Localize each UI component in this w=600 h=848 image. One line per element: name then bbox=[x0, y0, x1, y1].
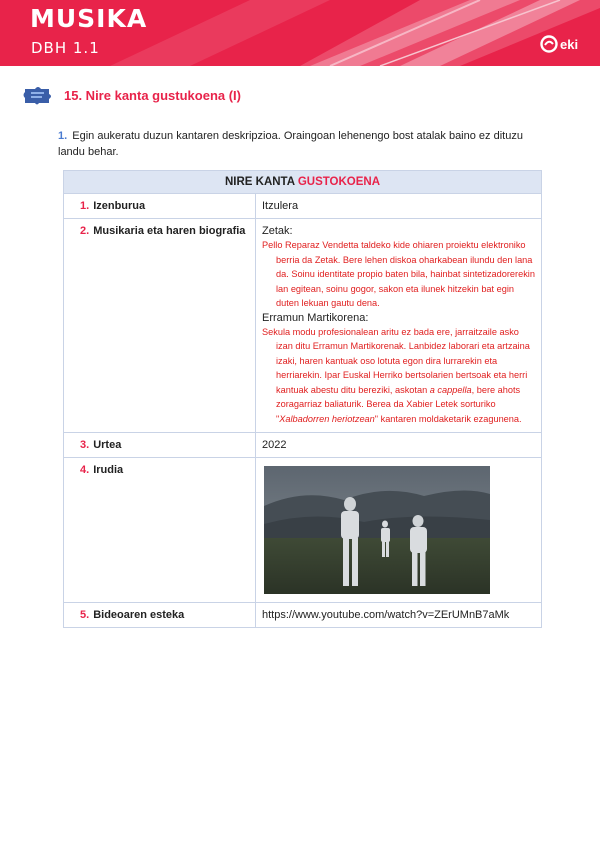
row-label: 2. Musikaria eta haren biografia bbox=[64, 219, 256, 433]
eki-swirl-icon bbox=[540, 35, 558, 53]
zetak-bio: Pello Reparaz Vendetta taldeko kide ohiaren proiektu elektroniko berria da Zetak. Bere lehen diskoa oharkabean ilundu den lana da. Soinu identitate propio baten bila, hainbat sintetizadorerekin lan egitean, soinu gogor, sakon eta ilunek hitzekin bat egin duten lekuan gautu dena. bbox=[262, 240, 535, 308]
row-label: 3. Urtea bbox=[64, 433, 256, 458]
page-header bbox=[0, 0, 600, 66]
row-label: 5. Bideoaren esteka bbox=[64, 603, 256, 628]
song-title-value[interactable]: Itzulera bbox=[256, 194, 542, 219]
year-value[interactable]: 2022 bbox=[256, 433, 542, 458]
lesson-heading bbox=[22, 84, 241, 106]
task-number: 1. bbox=[58, 130, 68, 142]
biography-value[interactable] bbox=[256, 219, 542, 433]
erramun-heading: Erramun Martikorena: bbox=[262, 311, 369, 324]
row-label: 1. Izenburua bbox=[64, 194, 256, 219]
eki-logo-text: eki bbox=[560, 36, 579, 52]
video-link-value[interactable]: https://www.youtube.com/watch?v=ZErUMnB7aMk bbox=[256, 603, 542, 628]
table-title-accent: GUSTOKOENA bbox=[297, 176, 381, 188]
row-label: 4. Irudia bbox=[64, 458, 256, 603]
table-row-title bbox=[64, 194, 542, 219]
song-description-table bbox=[63, 170, 542, 628]
lesson-title: 15. Nire kanta gustukoena (I) bbox=[64, 87, 241, 103]
table-row-year bbox=[64, 433, 542, 458]
task-instruction bbox=[58, 128, 548, 160]
table-row-video-link bbox=[64, 603, 542, 628]
course-level: DBH 1.1 bbox=[31, 39, 100, 57]
table-title-plain: NIRE KANTA bbox=[224, 176, 295, 188]
task-text: Egin aukeratu duzun kantaren deskripzioa. Oraingoan lehenengo bost atalak baino ez dituzu landu behar. bbox=[58, 130, 523, 158]
table-header-row bbox=[64, 171, 542, 194]
eki-logo bbox=[540, 35, 578, 53]
image-cell bbox=[256, 458, 542, 603]
music-video-still-image bbox=[264, 466, 490, 594]
table-title bbox=[64, 171, 542, 194]
subject-title: MUSIKA bbox=[30, 4, 148, 33]
puzzle-icon bbox=[22, 84, 54, 106]
erramun-bio: Sekula modu profesionalean aritu ez bada ere, jarraitzaile asko izan ditu Erramun Martikorenak. Lanbidez laborari eta artzaina izaki, haren kantuak oso lotuta egon dira lurrarekin eta herriarekin. Ipar Euskal Herriko bertsolarien bertsoak eta herri kantuak abestu ditu bereziki, askotan a cappella, bere ahots zoragarriaz baliaturik. Berea da Xabier Letek sorturiko "Xalbadorren heriotzean" kantaren moldaketarik ezagunena. bbox=[262, 326, 530, 424]
zetak-heading: Zetak: bbox=[262, 225, 293, 237]
table-row-biography bbox=[64, 219, 542, 433]
table-row-image bbox=[64, 458, 542, 603]
